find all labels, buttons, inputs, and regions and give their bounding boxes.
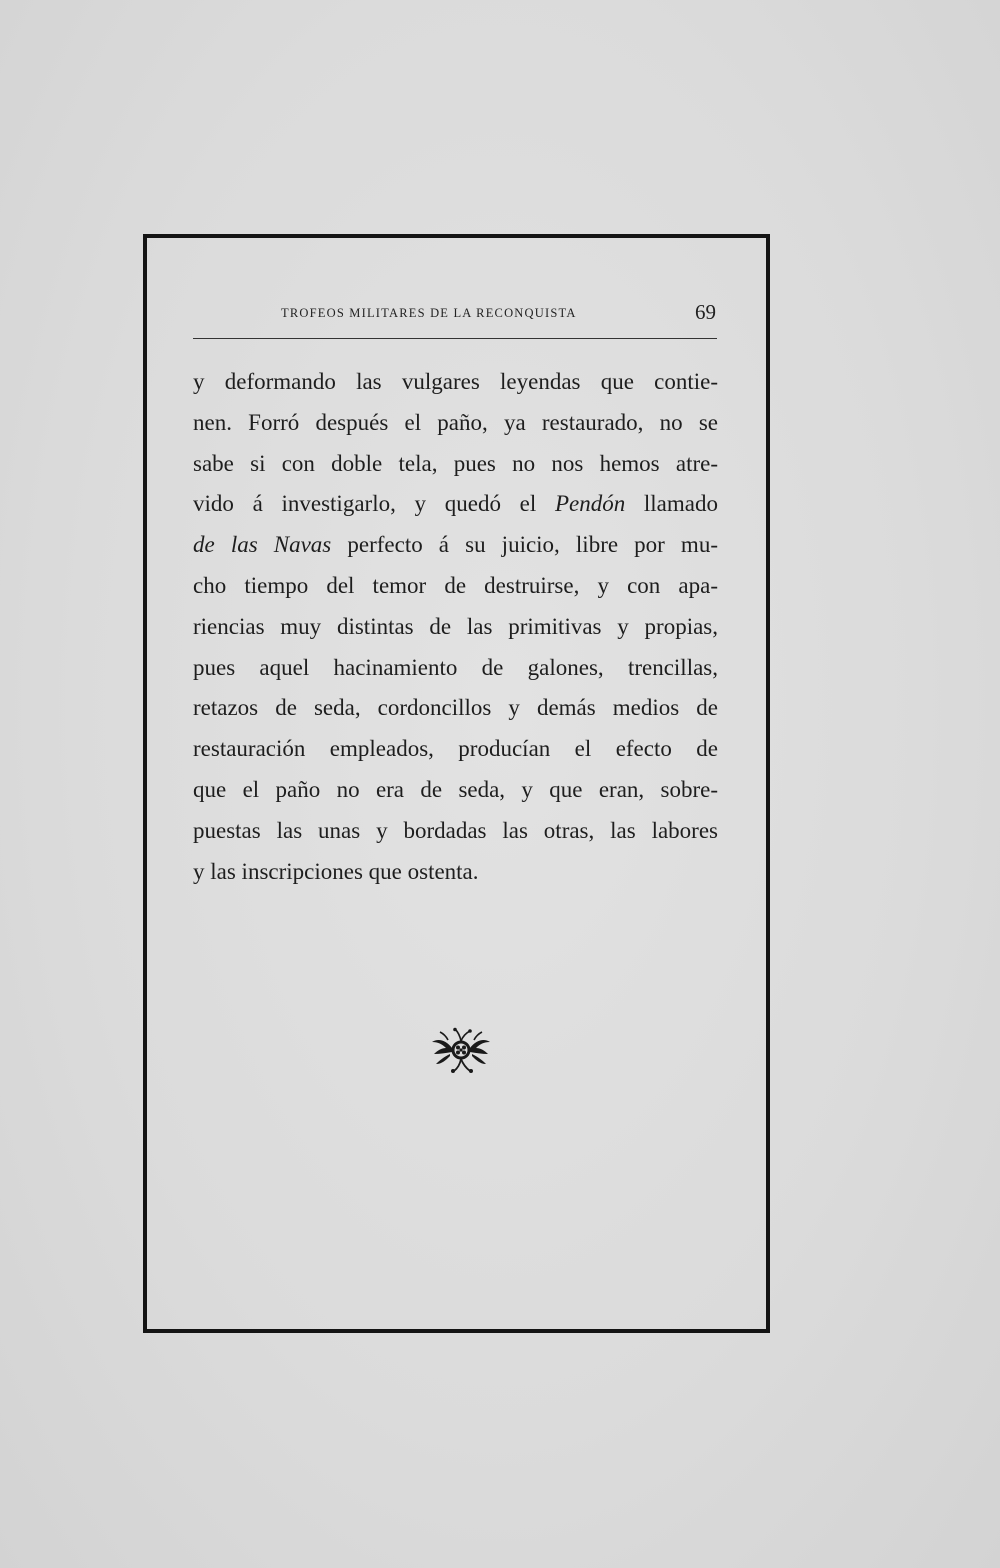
text-line: y las inscripciones que ostenta. (193, 858, 479, 884)
floral-ornament-icon (428, 1026, 494, 1074)
running-header (193, 300, 718, 326)
text-line: restauración empleados, producían el efecto de (193, 736, 718, 762)
page-number: 69 (695, 300, 716, 324)
body-text (193, 362, 718, 892)
text-line: y deformando las vulgares leyendas que contie- (193, 369, 718, 394)
text-line: pues aquel hacinamiento de galones, trencillas, (193, 654, 718, 680)
italic-title: de las Navas (193, 532, 332, 558)
running-title: TROFEOS MILITARES DE LA RECONQUISTA (281, 306, 577, 320)
text-line: vido á investigarlo, y quedó el Pendón llamado (193, 491, 718, 517)
text-line: cho tiempo del temor de destruirse, y con apa- (193, 572, 718, 598)
text-line: retazos de seda, cordoncillos y demás medios de (193, 695, 718, 721)
italic-title: Pendón (554, 491, 626, 517)
text-line: riencias muy distintas de las primitivas y propias, (193, 613, 718, 639)
text-line: sabe si con doble tela, pues no nos hemos atre- (193, 450, 718, 476)
header-rule (193, 338, 717, 339)
text-line: de las Navas perfecto á su juicio, libre por mu- (193, 532, 718, 558)
text-line: puestas las unas y bordadas las otras, las labores (193, 817, 718, 843)
text-line: que el paño no era de seda, y que eran, sobre- (193, 776, 718, 802)
text-line: nen. Forró después el paño, ya restaurado, no se (193, 409, 718, 435)
